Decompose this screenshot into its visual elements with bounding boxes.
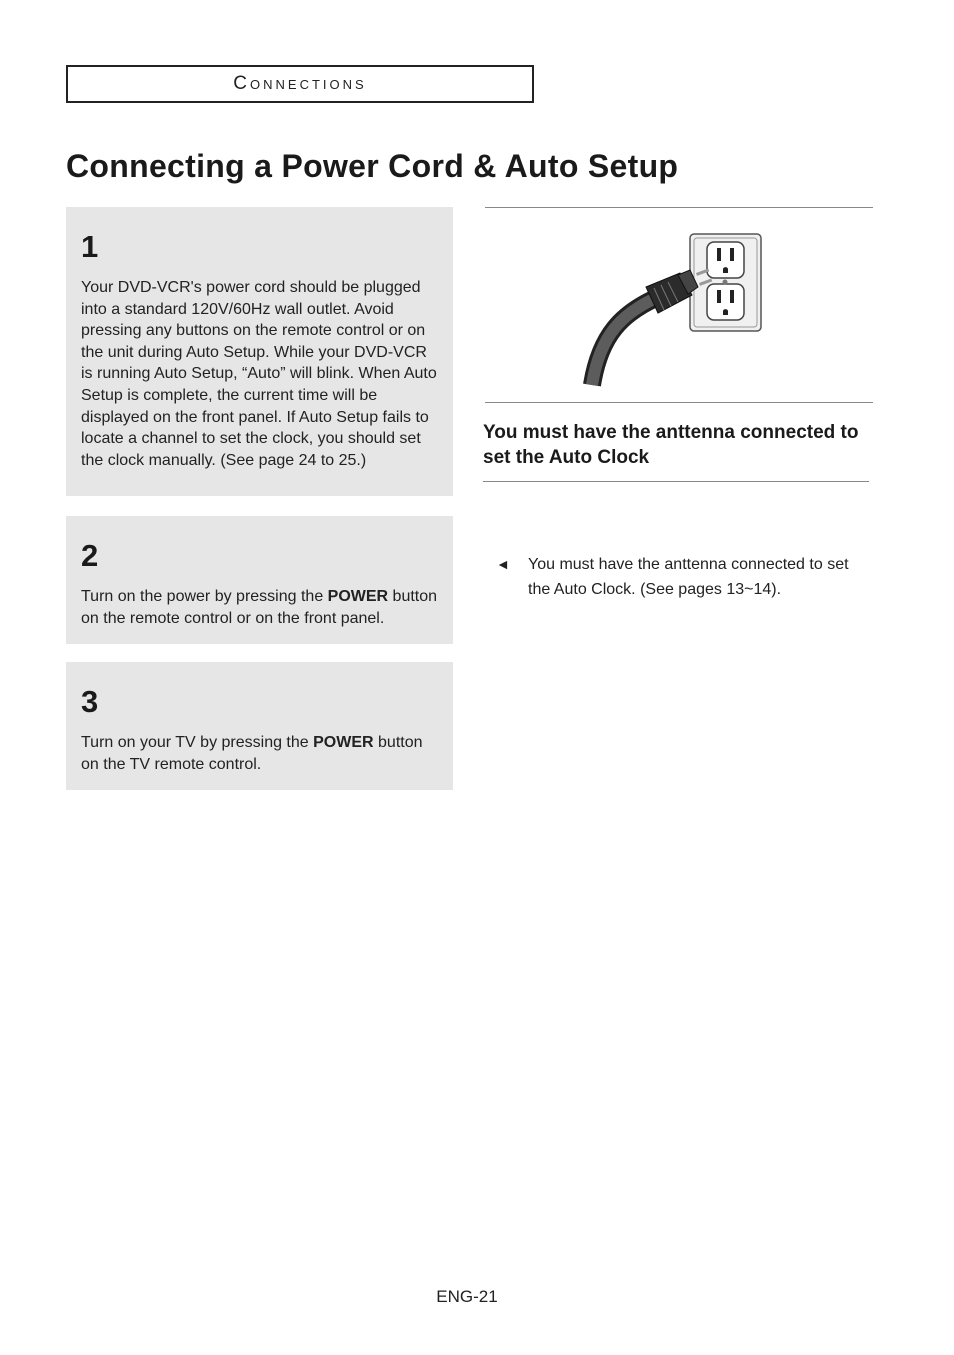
step-text: Your DVD-VCR's power cord should be plugged into a standard 120V/60Hz wall outlet. Avoid pressing any buttons on the remote control or on the unit during Auto Setup. While your DVD-VCR is running Auto Setup, “Auto” will blink. When Auto Setup is complete, the current time will be displayed on the front panel. If Auto Setup fails to locate a channel to set the clock, you should set the clock manually. (See page 24 to 25.) (81, 279, 437, 469)
section-label: Connections (233, 73, 367, 94)
page-number: ENG-21 (436, 1287, 498, 1306)
step-text-part: button on the remote control or on the front panel. (81, 588, 438, 627)
step-1-panel (66, 207, 453, 496)
divider-under-heading (483, 481, 869, 482)
step-number: 1 (81, 229, 99, 264)
step-number: 3 (81, 684, 99, 719)
page-title: Connecting a Power Cord & Auto Setup (66, 148, 679, 184)
note-bullet (496, 552, 866, 602)
power-button-label: POWER (327, 588, 389, 605)
section-header-box (66, 65, 534, 103)
divider-top (485, 207, 873, 208)
divider-middle (485, 402, 873, 403)
step-3-panel (66, 662, 453, 790)
step-text (81, 586, 439, 629)
step-text-part: Turn on the power by pressing the (81, 588, 328, 605)
step-number: 2 (81, 538, 99, 573)
left-arrow-bullet-icon: ◄ (496, 556, 510, 572)
power-button-label: POWER (313, 734, 374, 751)
power-plug-wall-outlet-icon (560, 225, 780, 395)
step-text-part: button on the TV remote control. (81, 734, 423, 773)
step-text (81, 732, 439, 775)
note-heading: You must have the anttenna connected to set the Auto Clock (483, 422, 859, 468)
step-text-part: Turn on your TV by pressing the (81, 734, 314, 751)
note-bullet-text: You must have the anttenna connected to set the Auto Clock. (See pages 13~14). (528, 556, 849, 598)
step-2-panel (66, 516, 453, 644)
